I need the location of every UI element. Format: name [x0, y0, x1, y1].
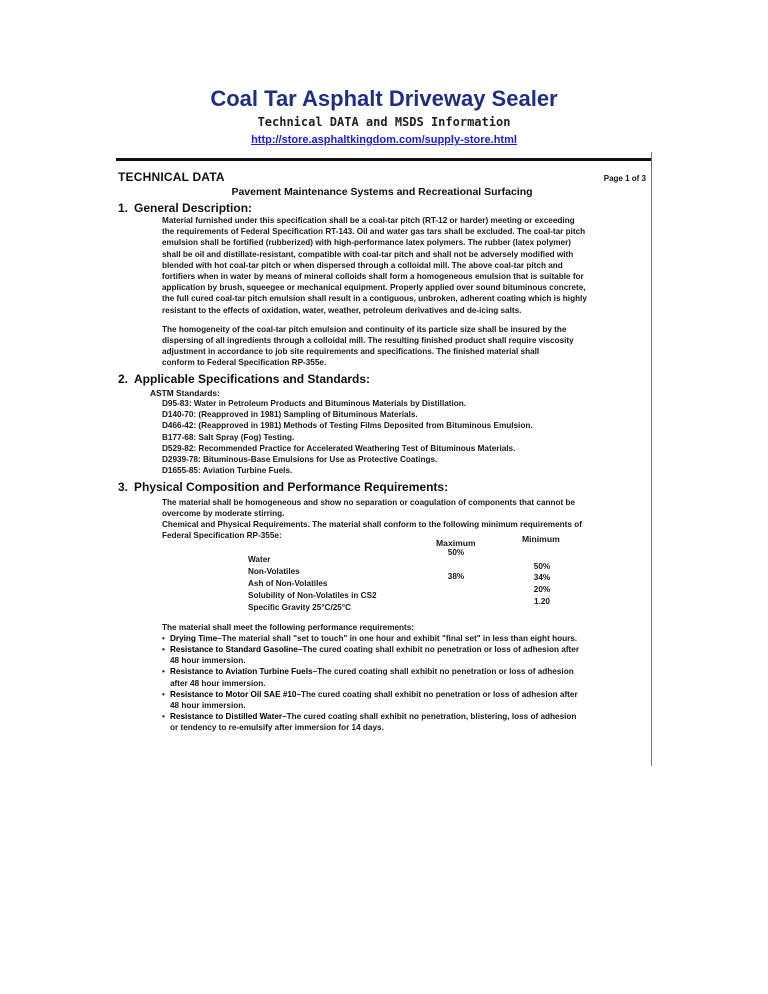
- section-heading-3: [118, 480, 646, 494]
- bullet-head: Resistance to Standard Gasoline: [170, 644, 298, 654]
- page-subtitle: Technical DATA and MSDS Information: [257, 115, 511, 129]
- page-header: [0, 86, 768, 148]
- section-title: Applicable Specifications and Standards:: [134, 371, 371, 386]
- bullet-text: –The cured coating shall exhibit no penetration, blistering, loss of adhesion: [282, 712, 577, 722]
- performance-bullet-list: [118, 633, 646, 734]
- text-line: fortifiers when in water by means of mineral colloids shall form a homogeneous emulsion that is suitable for: [162, 272, 584, 282]
- bullet-head: Drying Time: [170, 633, 218, 643]
- table-min-value: 1.20: [534, 596, 550, 606]
- text-line: The homogeneity of the coal-tar pitch emulsion and continuity of its particle size shall be insured by the: [162, 324, 567, 334]
- bullet-dot: •: [162, 689, 165, 699]
- text-line: the full cured coal-tar pitch emulsion shall result in a contiguous, unbroken, adherent coating which is highly: [162, 294, 587, 304]
- section-number: 2.: [118, 371, 129, 386]
- page-title: Coal Tar Asphalt Driveway Sealer: [210, 86, 558, 111]
- table-row-label: Non-Volatiles: [248, 566, 300, 576]
- text-line: the requirements of Federal Specification RT-143. Oil and water gas tars shall be excluded. The coal-tar pitch: [162, 227, 586, 237]
- text-line: resistant to the effects of oxidation, water, weather, petroleum derivatives and de-icing salts.: [162, 305, 522, 315]
- doc-header-row: [118, 168, 646, 184]
- table-min-value: 34%: [533, 572, 551, 582]
- bullet-text: –The material shall "set to touch" in one hour and exhibit "final set" in less than eight hours.: [217, 633, 578, 643]
- scanned-document: [116, 152, 652, 766]
- table-min-value: 20%: [533, 584, 551, 594]
- text-line: application by brush, squeegee or mechanical equipment. Properly applied over sound bituminous concrete,: [162, 283, 586, 293]
- document-content: [118, 168, 646, 734]
- section-heading-1: [118, 201, 646, 215]
- bullet-dot: •: [162, 712, 165, 722]
- astm-item: D466-42: (Reapproved in 1981) Methods of Testing Films Deposited from Bituminous Emulsion.: [162, 421, 533, 431]
- text-line: Chemical and Physical Requirements. The material shall conform to the following minimum requirements of: [162, 520, 582, 530]
- section-title: Physical Composition and Performance Requirements:: [134, 479, 449, 494]
- text-line: Material furnished under this specification shall be a coal-tar pitch (RT-12 or harder) meeting or exceeding: [162, 216, 575, 225]
- page-number: Page 1 of 3: [603, 174, 646, 183]
- requirements-table: [248, 533, 638, 612]
- astm-list: [118, 398, 646, 477]
- section-number: 1.: [118, 201, 129, 215]
- table-row-label: Solubility of Non-Volatiles in CS2: [248, 590, 377, 600]
- table-row-label: Water: [248, 554, 271, 564]
- table-min-value: 50%: [533, 561, 551, 571]
- bullet-continuation: 48 hour immersion.: [170, 700, 246, 710]
- bullet-text: –The cured coating shall exhibit no penetration or loss of adhesion after: [297, 644, 580, 654]
- text-line: emulsion shall be fortified (rubberized) with high-performance latex polymers. The rubber (latex polymer): [162, 238, 571, 248]
- min-column-header: Minimum: [522, 533, 560, 544]
- text-line: conform to Federal Specification RP-355e.: [162, 358, 327, 368]
- bullet-item: [162, 633, 646, 644]
- table-max-value: 38%: [447, 571, 465, 581]
- table-max-value: 50%: [447, 547, 465, 557]
- section-heading-2: [118, 372, 646, 386]
- astm-heading: ASTM Standards:: [150, 387, 220, 398]
- astm-item: D2939-78: Bituminous-Base Emulsions for Use as Protective Coatings.: [162, 455, 438, 465]
- astm-item: D529-82: Recommended Practice for Accelerated Weathering Test of Bituminous Materials.: [162, 443, 516, 453]
- bullet-text: –The cured coating shall exhibit no penetration or loss of adhesion: [312, 667, 574, 677]
- bullet-continuation: 48 hour immersion.: [170, 656, 246, 666]
- general-description-text: [162, 215, 646, 369]
- bullet-item: [162, 711, 646, 733]
- astm-item: B177-68: Salt Spray (Fog) Testing.: [162, 432, 295, 442]
- bullet-item: [162, 689, 646, 711]
- section-number: 3.: [118, 479, 129, 494]
- astm-item: D95-83: Water in Petroleum Products and Bituminous Materials by Distillation.: [162, 398, 467, 408]
- bullet-dot: •: [162, 667, 165, 677]
- bullet-item: [162, 644, 646, 666]
- performance-intro: The material shall meet the following performance requirements:: [162, 622, 415, 632]
- bullet-text: –The cured coating shall exhibit no penetration or loss of adhesion after: [296, 689, 578, 699]
- technical-data-label: TECHNICAL DATA: [118, 170, 225, 184]
- text-line: The material shall be homogeneous and show no separation or coagulation of components that cannot be: [162, 497, 576, 507]
- right-edge-rule: [651, 152, 652, 766]
- astm-item: D1655-85: Aviation Turbine Fuels.: [162, 466, 293, 476]
- astm-item: D140-70: (Reapproved in 1981) Sampling of Bituminous Materials.: [162, 409, 418, 419]
- bullet-continuation: or tendency to re-emulsify after immersion for 14 days.: [170, 723, 384, 733]
- bullet-item: [162, 666, 646, 688]
- text-line: dispersing of all ingredients through a colloidal mill. The resulting finished product shall require viscosity: [162, 336, 574, 346]
- top-rule: [116, 158, 652, 161]
- paragraph-gap: [162, 316, 646, 324]
- bullet-head: Resistance to Distilled Water: [170, 712, 283, 722]
- text-line: shall be oil and distillate-resistant, compatible with coal-tar pitch and shall not be adversely modified with: [162, 249, 574, 259]
- section-title: General Description:: [134, 201, 253, 215]
- text-line: adjustment in accordance to job site requirements and specifications. The finished material shall: [162, 347, 540, 357]
- table-row-label: Specific Gravity 25°C/25°C: [248, 602, 352, 612]
- bullet-continuation: after 48 hour immersion.: [170, 678, 266, 688]
- table-row-label: Ash of Non-Volatiles: [248, 578, 328, 588]
- doc-subject: Pavement Maintenance Systems and Recreational Surfacing: [231, 186, 533, 198]
- physical-composition-text: [162, 497, 646, 542]
- text-line: Federal Specification RP-355e:: [162, 531, 282, 541]
- text-line: blended with hot coal-tar pitch or when dispersed through a colloidal mill. The above coal-tar pitch and: [162, 260, 563, 270]
- bullet-dot: •: [162, 644, 165, 654]
- bullet-head: Resistance to Aviation Turbine Fuels: [170, 667, 313, 677]
- bullet-head: Resistance to Motor Oil SAE #10: [170, 689, 297, 699]
- store-link[interactable]: http://store.asphaltkingdom.com/supply-store.html: [251, 134, 517, 146]
- max-column-header: Maximum: [436, 537, 476, 548]
- bullet-dot: •: [162, 633, 165, 643]
- text-line: overcome by moderate stirring.: [162, 508, 285, 518]
